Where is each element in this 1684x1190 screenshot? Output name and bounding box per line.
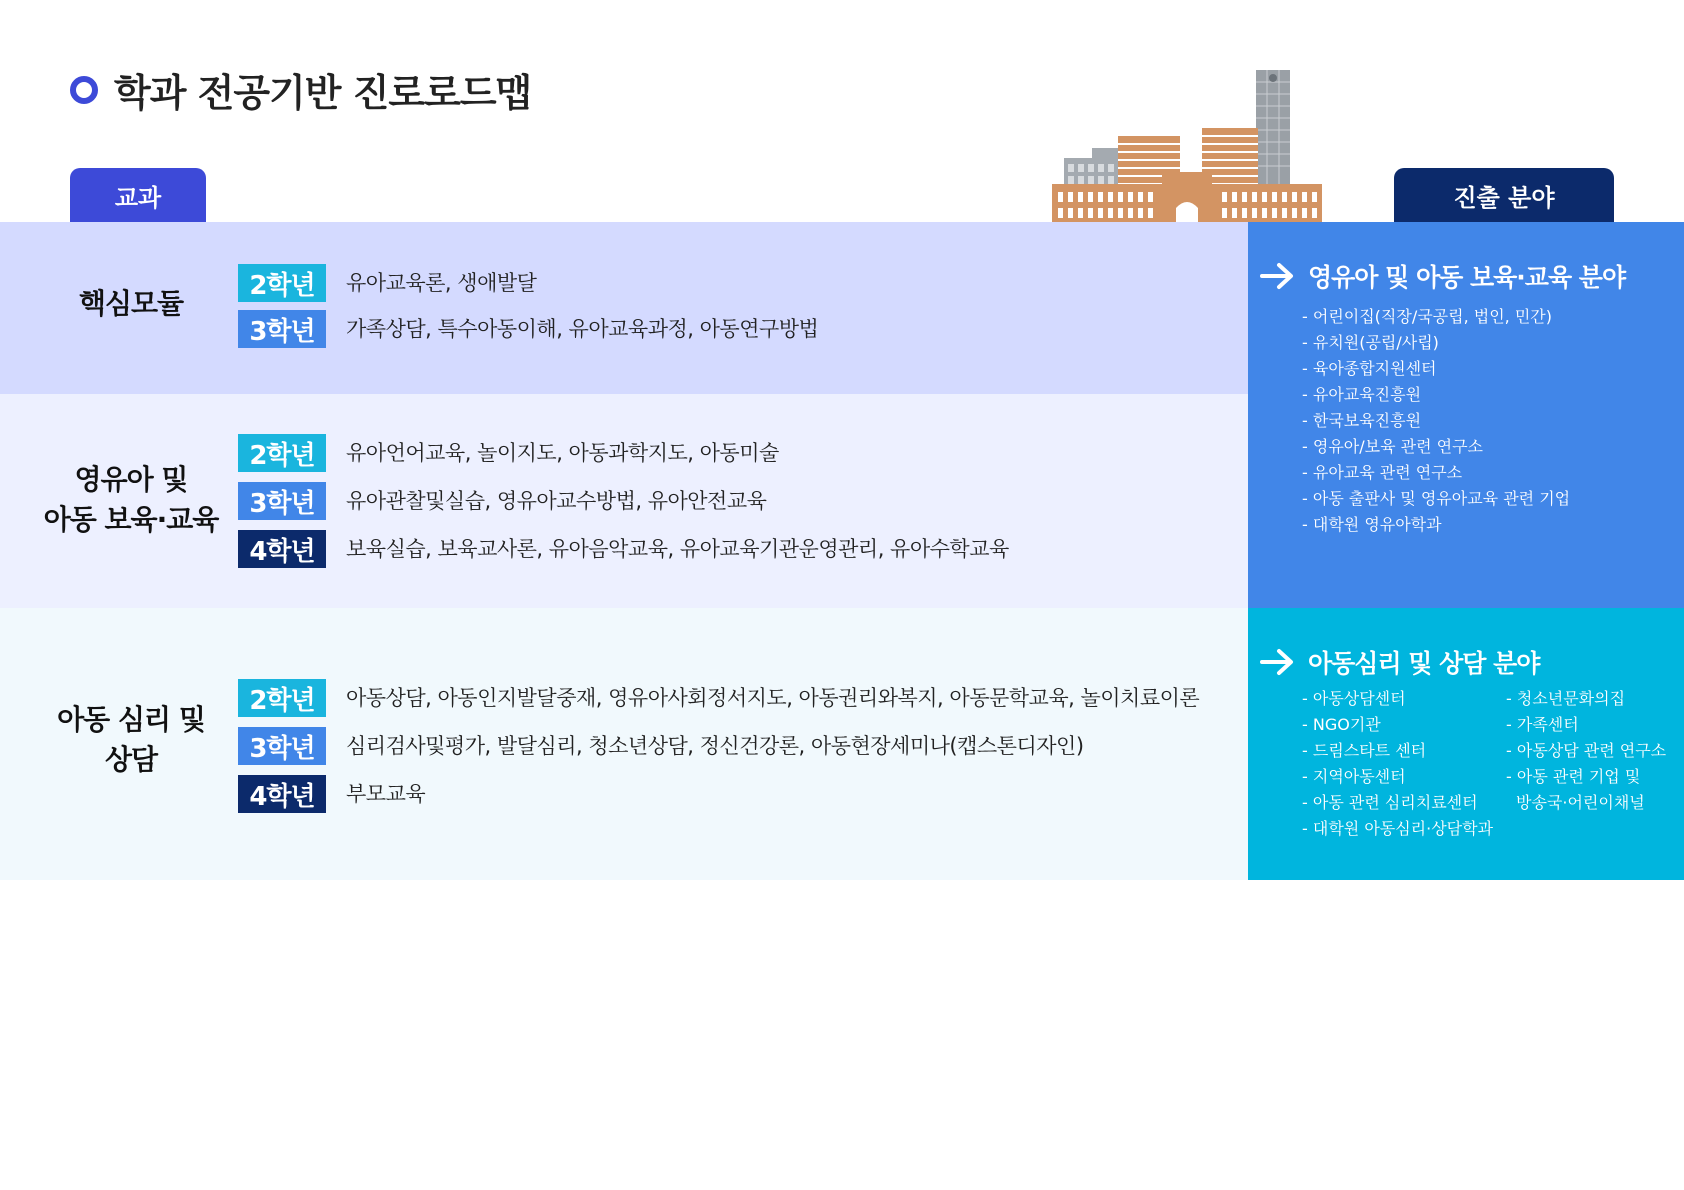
curriculum-tab: 교과 [70, 168, 206, 222]
career-item: - 대학원 아동심리·상담학과 [1302, 819, 1494, 838]
module-row-core [0, 222, 1248, 394]
category-line: 영유아 및 [74, 463, 188, 496]
career-panel-heading [1260, 258, 1625, 294]
career-item: - 유아교육진흥원 [1302, 385, 1422, 404]
career-list-right [1506, 686, 1666, 816]
career-list-left [1302, 686, 1493, 842]
career-item: 방송국·어린이채널 [1516, 793, 1645, 812]
module-category [0, 700, 262, 780]
career-item: - 유아교육 관련 연구소 [1302, 463, 1463, 482]
year-badge: 3학년 [238, 727, 326, 765]
campus-buildings-illustration [1052, 68, 1322, 223]
course-list: 유아교육론, 생애발달 [346, 271, 537, 295]
career-panel-title: 아동심리 및 상담 분야 [1308, 649, 1540, 678]
career-item: - 어린이집(직장/국공립, 법인, 민간) [1302, 307, 1553, 326]
career-item: - 대학원 영유아학과 [1302, 515, 1442, 534]
career-item: - 아동상담 관련 연구소 [1506, 741, 1667, 760]
career-panel-childcare [1248, 222, 1684, 608]
career-item: - 가족센터 [1506, 715, 1579, 734]
course-list: 아동상담, 아동인지발달중재, 영유아사회정서지도, 아동권리와복지, 아동문학교육, 놀이치료이론 [346, 686, 1200, 710]
year-badge: 2학년 [238, 434, 326, 472]
career-item: - 지역아동센터 [1302, 767, 1406, 786]
page-title-group [70, 62, 531, 117]
year-badge: 2학년 [238, 679, 326, 717]
career-list [1302, 304, 1570, 538]
year-badge: 4학년 [238, 775, 326, 813]
arrow-right-icon [1260, 261, 1296, 291]
career-item: - 아동 출판사 및 영유아교육 관련 기업 [1302, 489, 1571, 508]
arrow-right-icon [1260, 647, 1296, 677]
career-item: - 육아종합지원센터 [1302, 359, 1437, 378]
career-item: - 아동 관련 심리치료센터 [1302, 793, 1478, 812]
year-badge: 4학년 [238, 530, 326, 568]
career-item: - NGO기관 [1302, 715, 1381, 734]
module-category [0, 284, 262, 324]
year-badge: 3학년 [238, 482, 326, 520]
course-list: 부모교육 [346, 782, 426, 806]
category-line: 상담 [104, 743, 158, 776]
category-line: 아동 보육·교육 [43, 503, 219, 536]
title-circle-icon [70, 76, 98, 104]
year-badge: 2학년 [238, 264, 326, 302]
module-row-childcare [0, 394, 1248, 608]
career-item: - 청소년문화의집 [1506, 689, 1626, 708]
career-item: - 한국보육진흥원 [1302, 411, 1422, 430]
career-panel-title: 영유아 및 아동 보육·교육 분야 [1308, 263, 1626, 292]
page-title: 학과 전공기반 진로로드맵 [114, 71, 532, 115]
career-field-tab: 진출 분야 [1394, 168, 1614, 222]
career-item: - 영유아/보육 관련 연구소 [1302, 437, 1483, 456]
career-item: - 유치원(공립/사립) [1302, 333, 1439, 352]
course-list: 가족상담, 특수아동이해, 유아교육과정, 아동연구방법 [346, 317, 819, 341]
course-list: 유아언어교육, 놀이지도, 아동과학지도, 아동미술 [346, 441, 779, 465]
category-line: 핵심모듈 [78, 287, 184, 320]
category-line: 아동 심리 및 [57, 703, 205, 736]
course-list: 보육실습, 보육교사론, 유아음악교육, 유아교육기관운영관리, 유아수학교육 [346, 537, 1009, 561]
module-row-counseling [0, 608, 1248, 880]
career-panel-counseling [1248, 608, 1684, 880]
year-badge: 3학년 [238, 310, 326, 348]
course-list: 심리검사및평가, 발달심리, 청소년상담, 정신건강론, 아동현장세미나(캡스톤디자인) [346, 734, 1084, 758]
career-item: - 아동 관련 기업 및 [1506, 767, 1641, 786]
career-item: - 아동상담센터 [1302, 689, 1406, 708]
module-category [0, 460, 262, 540]
career-item: - 드림스타트 센터 [1302, 741, 1427, 760]
course-list: 유아관찰및실습, 영유아교수방법, 유아안전교육 [346, 489, 767, 513]
career-panel-heading [1260, 644, 1539, 680]
